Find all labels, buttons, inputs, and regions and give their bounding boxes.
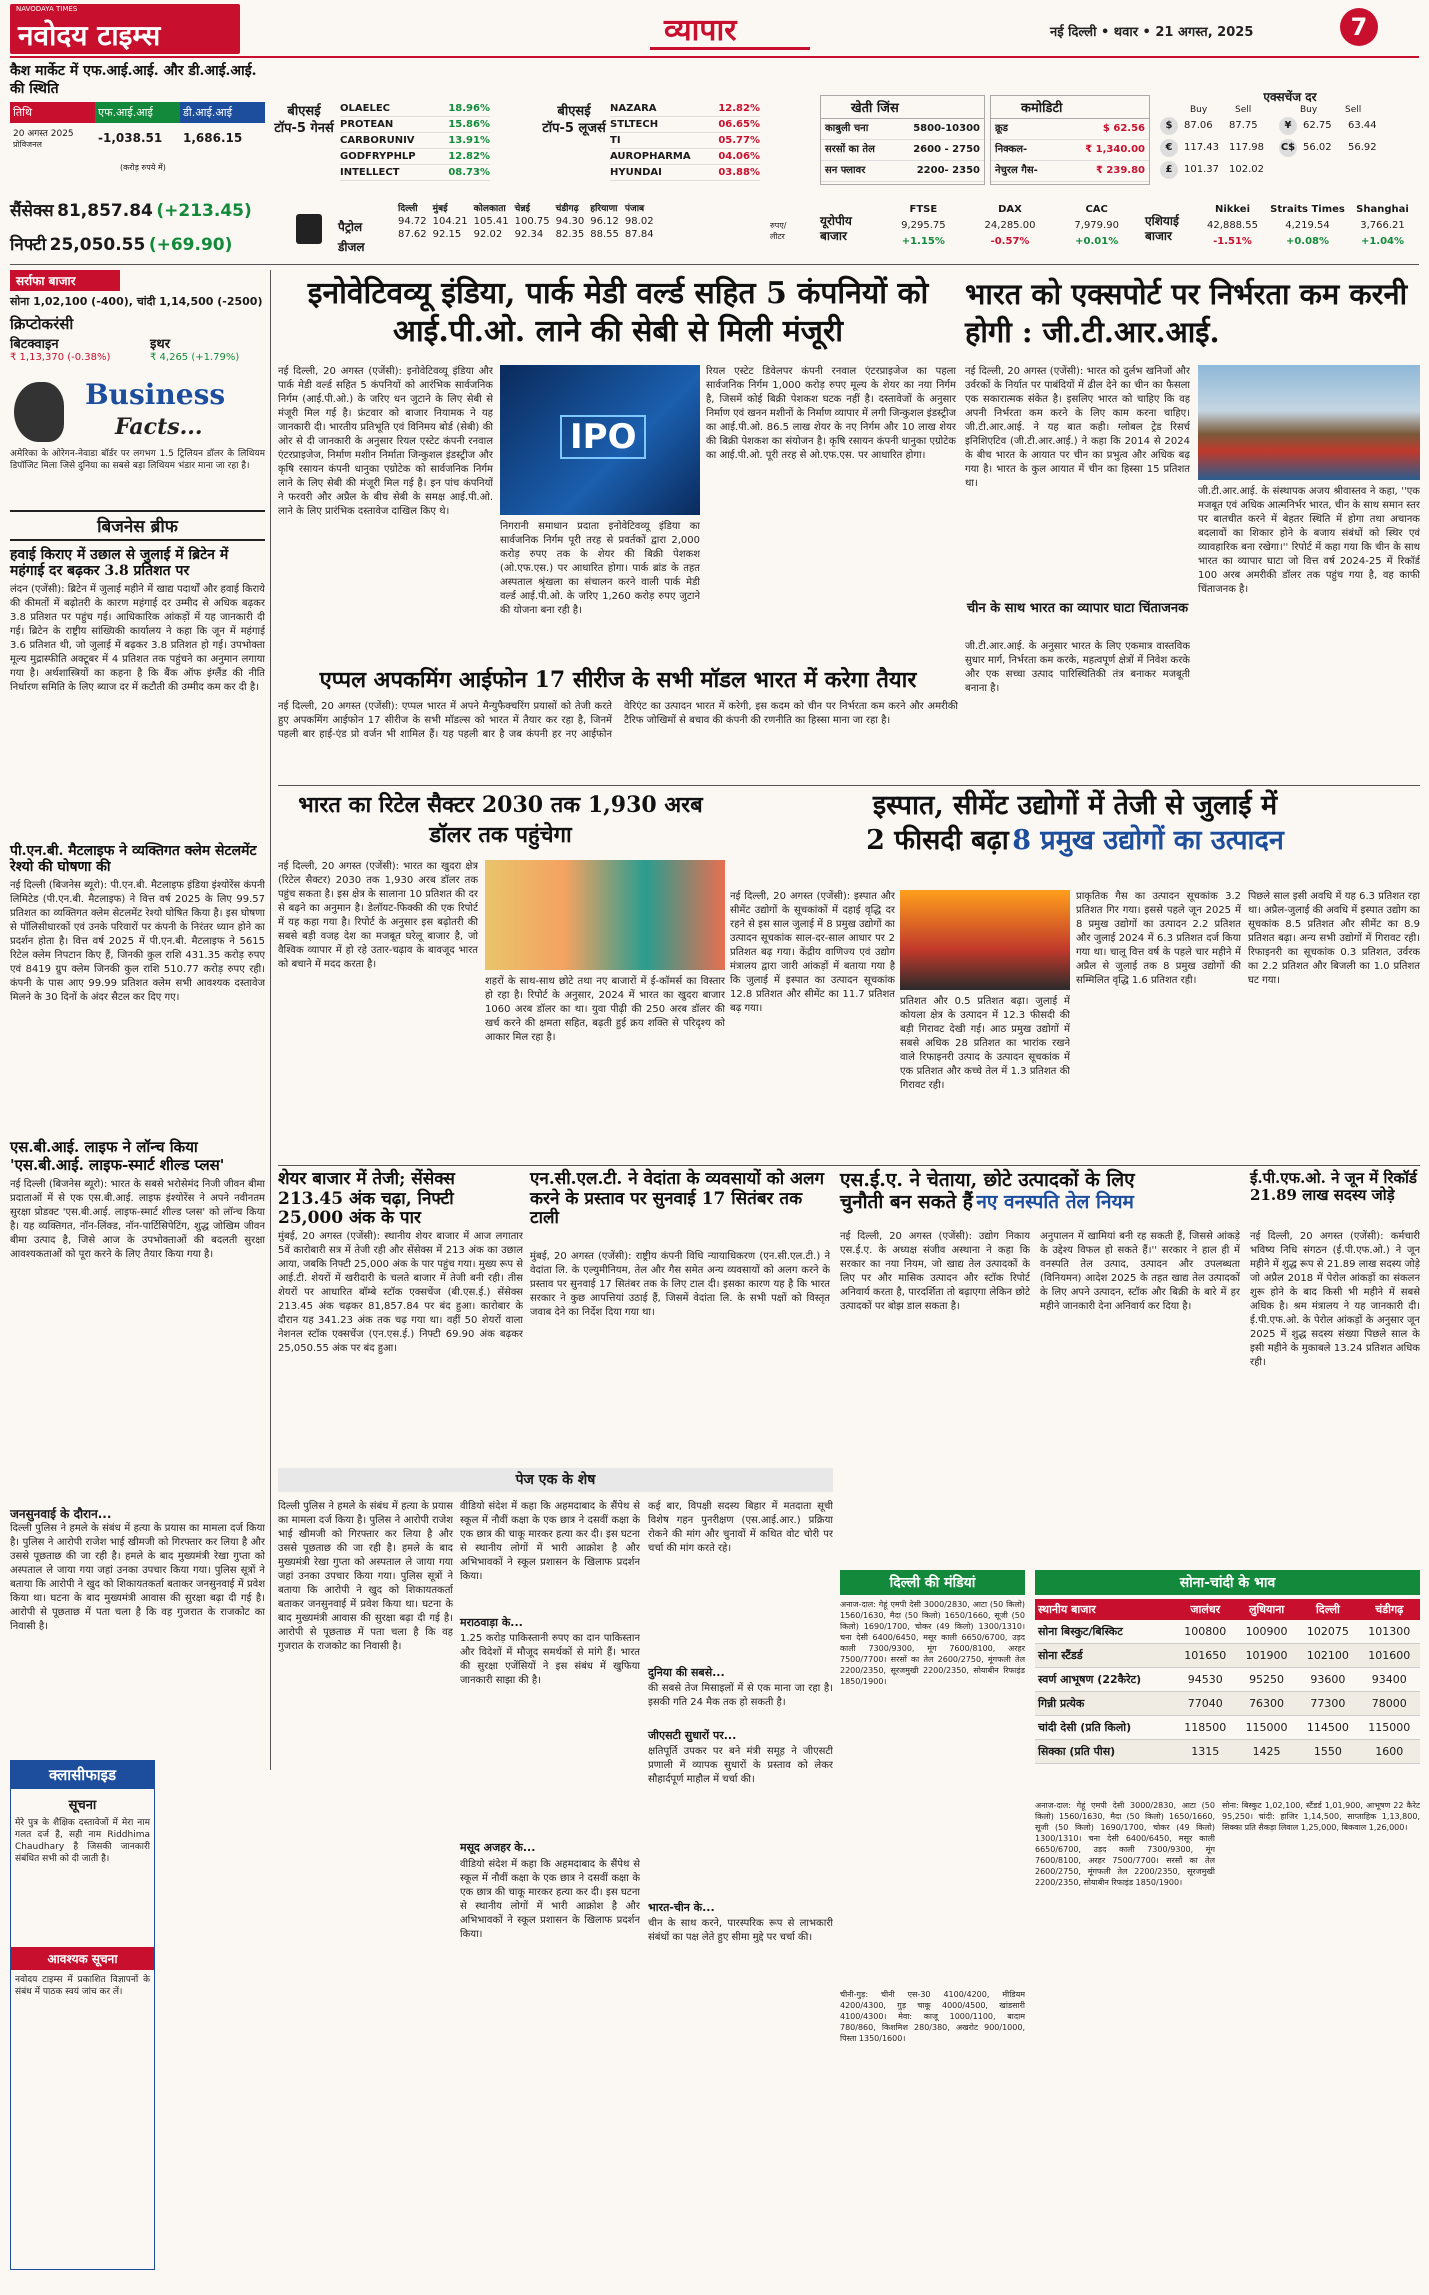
gainers-symbol: INTELLECT xyxy=(340,167,400,178)
sensex-value: 81,857.84 xyxy=(57,201,153,221)
gainers-list xyxy=(340,101,490,181)
facts-title: Business xyxy=(85,378,226,411)
gold-price: 102100 xyxy=(1297,1644,1358,1668)
asia-index-name: Straits Times xyxy=(1270,204,1345,215)
gold-item: सोना बिस्कुट/बिस्किट xyxy=(1035,1620,1175,1644)
commodity-value: $ 62.56 xyxy=(1102,123,1145,134)
apple-text: नई दिल्ली, 20 अगस्त (एजेंसी): एप्पल भारत में अपने मैन्युफैक्चरिंग प्रयासों को तेजी करते हुए अपकमिंग आईफोन 17 सीरीज के सभी मॉडल्स को भारत में तैयार कर रहा है, जिनमें पहली बार हाई-एंड प्रो वर्जन भी शामिल हैं। यह पहली बार है जब कंपनी हर नए आईफोन वेरिएंट का उत्पादन भारत में करेगी, इस कदम को चीन पर निर्भरता कम करने और अमरीकी टैरिफ जोखिमों से बचाव की कंपनी की रणनीति का हिस्सा माना जा रहा है। xyxy=(278,701,958,740)
nifty-value: 25,050.55 xyxy=(49,235,146,255)
gold-item: सोना स्टैंडर्ड xyxy=(1035,1644,1175,1668)
cont-h2: मराठवाड़ा के... xyxy=(460,1616,523,1629)
gold-price: 1425 xyxy=(1236,1740,1297,1764)
exchange-sell-value: 56.92 xyxy=(1348,142,1377,153)
losers-label: बीएसई टॉप-5 लूजर्स xyxy=(542,104,606,136)
cont-t4: कई बार, विपक्षी सदस्य बिहार में मतदाता सूची विशेष गहन पुनरीक्षण (एस.आई.आर.) प्रक्रिया रोकने की मांग और चुनावों में कथित वोट चोरी पर चर्चा की मांग करते रहे। xyxy=(648,1501,833,1554)
commodity-name: नेचुरल गैस- xyxy=(995,165,1038,176)
epfo-text: नई दिल्ली, 20 अगस्त (एजेंसी): कर्मचारी भविष्य निधि संगठन (ई.पी.एफ.ओ.) ने जून महीने में शुद्ध रूप से 21.89 लाख सदस्य जोड़े जो अप्रैल 2018 में पेरोल आंकड़ों का संकलन शुरू होने के बाद किसी भी महीने में सबसे अधिक है। श्रम मंत्रालय ने यह जानकारी दी। ई.पी.एफ.ओ. के पेरोल आंकड़ों के अनुसार जून 2025 में शुद्ध सदस्य संख्या पिछले साल के इसी महीने के मुकाबले 13.24 प्रतिशत अधिक रही। xyxy=(1250,1231,1420,1368)
gainers-row xyxy=(340,101,490,117)
brief-h2: पी.एन.बी. मैटलाइफ ने व्यक्तिगत क्लेम सेटलमेंट रेश्यो की घोषणा की xyxy=(10,843,257,876)
nclt-headline: एन.सी.एल.टी. ने वेदांता के व्यवसायों को अलग करने के प्रस्ताव पर सुनवाई 17 सितंबर तक टाली xyxy=(530,1169,825,1229)
sensex-change: (+213.45) xyxy=(156,201,252,221)
gainers-box xyxy=(270,95,495,185)
europe-index xyxy=(1053,202,1140,250)
bullion-line: सोना 1,02,100 (-400), चांदी 1,14,500 (-2500) xyxy=(10,295,263,308)
sea-headline2: चुनौती बन सकते हैं xyxy=(840,1190,973,1213)
currency-icon: £ xyxy=(1160,161,1178,179)
ipo-headline: इनोवेटिवव्यू इंडिया, पार्क मेडी वर्ल्ड सहित 5 कंपनियों को आई.पी.ओ. लाने की सेबी से मिली मंजूरी xyxy=(307,276,929,349)
eth-label: इथर xyxy=(150,337,171,352)
gold-header: जालंधर xyxy=(1175,1599,1236,1620)
europe-index-change: +0.01% xyxy=(1075,236,1119,247)
gainers-pct: 18.96% xyxy=(448,103,490,114)
gold-title: सोना-चांदी के भाव xyxy=(1035,1570,1420,1595)
ipo-text3: रियल एस्टेट डिवेलपर कंपनी रनवाल एंटरप्राइजेज का पहला सार्वजनिक निर्गम 1,000 करोड़ रुपए मूल्य के शेयर का नया निर्गम है, जिसमें कोई बिक्री पेशकश घटक नहीं है। दस्तावेजों के अनुसार निर्माण एवं खनन मशीनों के निर्माण व्यापार में लगी जिन्कुशल इंडस्ट्रीज का आई.पी.ओ. 86.5 लाख शेयर के नए निर्गम और 10 लाख शेयर की बिक्री पेशकश का संयोजन है। कृषि रसायन कंपनी धानुका एग्रोटेक का आई.पी.ओ. पूरी तरह से ओ.एफ.एस. पर आधारित होगा। xyxy=(706,366,956,461)
petrol-price: 96.12 xyxy=(590,216,619,227)
exchange-sell2: Sell xyxy=(1345,105,1362,115)
gainers-symbol: PROTEAN xyxy=(340,119,394,130)
losers-row xyxy=(610,149,760,165)
europe-index xyxy=(967,202,1054,250)
losers-pct: 06.65% xyxy=(718,119,760,130)
gold-price: 114500 xyxy=(1297,1716,1358,1740)
gainers-row xyxy=(340,117,490,133)
currency-icon: € xyxy=(1160,139,1178,157)
brief-h3: एस.बी.आई. लाइफ ने लॉन्च किया 'एस.बी.आई. लाइफ-स्मार्ट शील्ड प्लस' xyxy=(10,1138,225,1174)
gainers-pct: 12.82% xyxy=(448,151,490,162)
eth-value: ₹ 4,265 (+1.79%) xyxy=(150,352,240,363)
cont-t3b: वीडियो संदेश में कहा कि अहमदाबाद के सैंपेथ से स्कूल में नौवीं कक्षा के एक छात्र ने दसवीं कक्षा के एक छात्र की चाकू मारकर हत्या कर दी। इस घटना से स्थानीय लोगों में भारी आक्रोश है और अभिभावकों ने स्कूल प्रशासन के खिलाफ प्रदर्शन किया। xyxy=(460,1859,640,1940)
gold-item: सिक्का (प्रति पीस) xyxy=(1035,1740,1175,1764)
exchange-sell-value: 102.02 xyxy=(1229,164,1264,175)
diesel-price: 82.35 xyxy=(555,229,585,240)
classified-notice: सूचना xyxy=(68,1798,97,1813)
asia-index-name: Shanghai xyxy=(1356,204,1409,215)
retail-image xyxy=(485,860,725,970)
steel-text3: प्राकृतिक गैस का उत्पादन सूचकांक 3.2 प्रतिशत गिर गया। इससे पहले जून 2025 में 8 प्रमुख उद्योगों का उत्पादन 2.2 प्रतिशत और जुलाई 2024 में 6.3 प्रतिशत दर्ज किया गया था। चालू वित्त वर्ष के पहले चार महीने में अप्रैल से जुलाई तक 8 प्रमुख उद्योगों की सम्मिलित वृद्धि 1.6 प्रतिशत रही। xyxy=(1076,891,1241,986)
cont-h1: जनसुनवाई के दौरान... xyxy=(10,1507,112,1521)
nifty-change: (+69.90) xyxy=(148,235,233,255)
mandi-text: अनाज-दाल: गेहूं एमपी देसी 3000/2830, आटा (50 किलो) 1560/1630, मैदा (50 किलो) 1650/1660, सूजी (50 किलो) 1690/1700, चोकर (49 किलो) 1300/1310। चना देसी 6400/6450, मसूर काली 6650/6700, उड़द काली 7300/9300, मूंग 7600/8100, अरहर 7500/7700। सरसों का तेल 2600/2750, मूंगफली तेल 2200/2350, सूरजमुखी 2200/2350, सोयाबीन रिफाइंड 1850/1900। xyxy=(840,1600,1025,1686)
gold-item: चांदी देसी (प्रति किलो) xyxy=(1035,1716,1175,1740)
commodity-list xyxy=(991,119,1149,182)
gold-table xyxy=(1035,1599,1420,1764)
asia-index-change: +0.08% xyxy=(1285,236,1330,247)
losers-row xyxy=(610,101,760,117)
diesel-price: 88.55 xyxy=(590,229,619,240)
currency-icon: ¥ xyxy=(1279,117,1297,135)
ipo-image xyxy=(500,365,700,515)
fii-date-sub: प्रोविजनल xyxy=(13,140,42,149)
currency-icon: $ xyxy=(1160,117,1178,135)
fuel-city: चंडीगढ़ xyxy=(555,204,579,214)
asia-index-change: -1.51% xyxy=(1213,236,1252,247)
gold-price: 100800 xyxy=(1175,1620,1236,1644)
classified-notice2: आवश्यक सूचना xyxy=(11,1947,154,1970)
cont-t5: की सबसे तेज मिसाइलों में से एक माना जा रहा है। इसकी गति 24 मैक तक हो सकती है। xyxy=(648,1683,833,1708)
crypto-title: क्रिप्टोकरंसी xyxy=(10,315,74,333)
gold-price: 93600 xyxy=(1297,1668,1358,1692)
biz-brief xyxy=(10,510,265,1510)
exchange-box xyxy=(1160,88,1420,193)
gold-price: 115000 xyxy=(1359,1716,1420,1740)
btc-value: ₹ 1,13,370 (-0.38%) xyxy=(10,352,111,363)
gainers-row xyxy=(340,165,490,181)
petrol-price: 94.72 xyxy=(398,216,427,227)
fii-value: -1,038.51 xyxy=(98,131,163,145)
steel-headline1: इस्पात, सीमेंट उद्योगों में तेजी से जुलाई में xyxy=(872,790,1278,821)
gold-price: 101900 xyxy=(1236,1644,1297,1668)
gainers-row xyxy=(340,133,490,149)
asia-index-value: 3,766.21 xyxy=(1360,220,1405,231)
sea-headline1: एस.ई.ए. ने चेताया, छोटे उत्पादकों के लिए xyxy=(840,1169,1135,1191)
brief-t2: नई दिल्ली (बिजनेस ब्यूरो): पी.एन.बी. मैटलाइफ इंडिया इंश्योरेंस कंपनी लिमिटेड (पी.एन.बी. मैटलाइफ) ने वित्त वर्ष 2025 के लिए 99.57 प्रतिशत का व्यक्तिगत क्लेम सेटलमेंट रेश्यो घोषित किया है। इस घोषणा से पॉलिसीधारकों एवं उनके परिवारों पर कंपनी के निरंतर ध्यान होने का प्रदर्शन होता है। वित्त वर्ष 2025 में पी.एन.बी. मैटलाइफ ने 5615 रिटेल क्लेम निपटान किए हैं, जिनकी कुल राशि 431.35 करोड़ रुपए एवं 8419 ग्रुप क्लेम जिनकी कुल राशि 510.77 करोड़ रुपए रही। कंपनी के पास आए 99.99 प्रतिशत क्लेम सभी आवश्यक दस्तावेज मिलने के 30 दिनों के अंदर सैटल कर दिए गए। xyxy=(10,880,265,1004)
classified-box xyxy=(10,1760,155,2270)
cont-h3: मसूद अजहर के... xyxy=(460,1841,536,1854)
epfo-headline: ई.पी.एफ.ओ. ने जून में रिकॉर्ड 21.89 लाख सदस्य जोड़े xyxy=(1250,1169,1417,1205)
exchange-buy2: Buy xyxy=(1300,105,1318,115)
gold-item: स्वर्ण आभूषण (22कैरेट) xyxy=(1035,1668,1175,1692)
section-title-bg xyxy=(650,2,810,50)
europe-index-value: 9,295.75 xyxy=(901,220,946,231)
commodity-value: ₹ 239.80 xyxy=(1095,165,1145,176)
fuel-box xyxy=(290,200,790,260)
losers-symbol: STLTECH xyxy=(610,119,659,130)
losers-symbol: HYUNDAI xyxy=(610,167,662,178)
nifty-row xyxy=(10,232,265,260)
exchange-sell-value: 117.98 xyxy=(1229,142,1264,153)
exchange-buy-value: 117.43 xyxy=(1184,142,1219,153)
khetijins-value: 2600 - 2750 xyxy=(913,144,980,155)
steel-headline3: 8 प्रमुख उद्योगों का उत्पादन xyxy=(1012,825,1284,857)
steel-text4: पिछले साल इसी अवधि में यह 6.3 प्रतिशत रहा था। अप्रैल-जुलाई की अवधि में इस्पात उद्योग का सूचकांक 8.5 प्रतिशत और सीमेंट का 8.9 प्रतिशत बढ़ा। अन्य सभी उद्योगों में गिरावट रही। रिफाइनरी का सूचकांक 0.3 प्रतिशत, उर्वरक का 2.2 प्रतिशत और बिजली का 1.0 प्रतिशत घट गया। xyxy=(1248,891,1420,986)
gainers-pct: 08.73% xyxy=(448,167,490,178)
asia-label: एशियाई बाजार xyxy=(1145,214,1179,243)
steel-text1: नई दिल्ली, 20 अगस्त (एजेंसी): इस्पात और सीमेंट उद्योगों के सूचकांकों में दहाई वृद्धि दर रहने से इस साल जुलाई में 8 प्रमुख उद्योगों का उत्पादन सूचकांक साल-दर-साल आधार पर 2 प्रतिशत बढ़ गया। केंद्रीय वाणिज्य एवं उद्योग मंत्रालय द्वारा जारी आंकड़ों में बताया गया है कि जुलाई में इस्पात का उत्पादन सूचकांक 12.8 प्रतिशत और सीमेंट का 11.7 प्रतिशत बढ़ गया। xyxy=(730,891,895,1014)
currency-icon: C$ xyxy=(1279,139,1297,157)
commodity-name: क्रूड xyxy=(995,123,1009,134)
cont-t7: चीन के साथ करने, पारस्परिक रूप से लाभकारी संबंधों का पक्ष लेते हुए सीमा मुद्दे पर चर्चा की। xyxy=(648,1918,833,1943)
gold-item: गिन्नी प्रत्येक xyxy=(1035,1692,1175,1716)
gold-price: 102075 xyxy=(1297,1620,1358,1644)
page-number: 7 xyxy=(1340,8,1378,46)
khetijins-name: काबुली चना xyxy=(825,123,869,134)
gold-price: 76300 xyxy=(1236,1692,1297,1716)
fii-date: 20 अगस्त 2025 xyxy=(13,129,74,139)
retail-text2: शहरों के साथ-साथ छोटे तथा नए बाजारों में ई-कॉमर्स का विस्तार हो रहा है। रिपोर्ट के अनुसार, 2024 में भारत का खुदरा बाजार 1060 अरब डॉलर का था। युवा पीढ़ी की 250 अरब डॉलर की खर्च करने की क्षमता सहित, बढ़ती हुई क्रय शक्ति से परिदृश्य को आकार मिल रहा है। xyxy=(485,976,725,1043)
khetijins-value: 2200- 2350 xyxy=(916,165,980,176)
losers-box xyxy=(540,95,765,185)
fuel-city: मुंबई xyxy=(432,204,448,214)
gold-price: 101600 xyxy=(1359,1644,1420,1668)
asia-index-name: Nikkei xyxy=(1214,204,1251,215)
masthead-logo xyxy=(10,4,240,54)
fuel-city: कोलकाता xyxy=(473,204,506,214)
losers-symbol: AUROPHARMA xyxy=(610,151,691,162)
petrol-price: 98.02 xyxy=(624,216,654,227)
facts-text: अमेरिका के ओरेगन-नेवाडा बॉर्डर पर लगभग 1.5 ट्रिलियन डॉलर के लिथियम डिपॉजिट मिला जिसे दुनिया का सबसे बड़ा लिथियम भंडार माना जा रहा है। xyxy=(10,449,265,471)
kheti-list xyxy=(821,119,984,182)
fii-unit: (करोड़ रुपये में) xyxy=(120,163,166,172)
mandi-box xyxy=(840,1570,1025,2270)
khetijins-row xyxy=(821,119,984,140)
fii-header-date: तिथि xyxy=(10,102,95,123)
gold-price: 95250 xyxy=(1236,1668,1297,1692)
masthead-title: नवोदय टाइम्स xyxy=(18,19,161,52)
diesel-label: डीजल xyxy=(338,240,365,254)
diesel-price: 92.02 xyxy=(473,229,503,240)
cont-t3: 1.25 करोड़ पाकिस्तानी रुपए का दान पाकिस्तान और विदेशों में मौजूद समर्थकों से मांगे हैं। भारत की सुरक्षा एजेंसियों ने इस संबंध में खुफिया जानकारी साझा की है। xyxy=(460,1633,640,1686)
gainers-symbol: GODFRYPHLP xyxy=(340,151,416,162)
retail-text1: नई दिल्ली, 20 अगस्त (एजेंसी): भारत का खुदरा क्षेत्र (रिटेल सैक्टर) 2030 तक 1,930 अरब डॉलर तक पहुंच सकता है। इस क्षेत्र के सालाना 10 प्रतिशत की दर से बढ़ने का अनुमान है। डेलॉयट-फिक्की की एक रिपोर्ट में यह कहा गया है। रिपोर्ट के अनुसार इस बढ़ोतरी की सबसे बड़ी वजह देश का मजबूत घरेलू बाजार है, जो वैश्विक व्यापार में हो रहे उतार-चढ़ाव के बावजूद भारत को बचाने में मदद करता है। xyxy=(278,861,478,970)
losers-row xyxy=(610,165,760,181)
sensex-label: सैंसेक्स xyxy=(10,201,54,221)
exchange-row xyxy=(1160,115,1420,137)
btc-label: बिटक्वाइन xyxy=(10,337,59,352)
gainers-symbol: OLAELEC xyxy=(340,103,390,114)
steel-text2: प्रतिशत और 0.5 प्रतिशत बढ़ा। जुलाई में कोयला क्षेत्र के उत्पादन में 12.3 फीसदी की बड़ी गिरावट देखी गई। आठ प्रमुख उद्योगों में सबसे अधिक 28 प्रतिशत का भारांक रखने वाले रिफाइनरी उत्पाद के उत्पादन सूचकांक में एक प्रतिशत और कच्चे तेल में 1.3 प्रतिशत की गिरावट रही। xyxy=(900,996,1070,1091)
asia-index-value: 42,888.55 xyxy=(1207,220,1258,231)
gainers-row xyxy=(340,149,490,165)
nclt-text: मुंबई, 20 अगस्त (एजेंसी): राष्ट्रीय कंपनी विधि न्यायाधिकरण (एन.सी.एल.टी.) ने वेदांता लि. के एल्युमीनियम, तेल और गैस समेत अन्य व्यवसायों को अलग करने के प्रस्ताव पर सुनवाई 17 सितंबर तक के लिए टाल दी। इसका कारण यह है कि भारत सरकार ने कुछ आपत्तियां उठाई हैं, जिसमें वेदांता लि. के सभी पक्षों को विस्तृत जवाब देने का निर्देश दिया गया था। xyxy=(530,1251,830,1318)
exchange-sell: Sell xyxy=(1235,105,1252,115)
gold-header: लुधियाना xyxy=(1236,1599,1297,1620)
commodity-row xyxy=(991,140,1149,161)
gold-price: 101300 xyxy=(1359,1620,1420,1644)
gold-box xyxy=(1035,1570,1420,1795)
exchange-list xyxy=(1160,105,1420,181)
steel-headline xyxy=(730,790,1420,856)
exchange-title: एक्सचेंज दर xyxy=(1263,90,1317,104)
asia-index-change: +1.04% xyxy=(1360,236,1405,247)
exchange-buy: Buy xyxy=(1190,105,1208,115)
gold-price: 77040 xyxy=(1175,1692,1236,1716)
gold-header: चंडीगढ़ xyxy=(1359,1599,1420,1620)
petrol-price: 104.21 xyxy=(432,216,468,227)
exchange-row xyxy=(1160,159,1420,181)
bullion-title: सर्राफा बाजार xyxy=(10,270,120,291)
ipo-image-label: IPO xyxy=(560,415,646,459)
khetijins-name: सन फ्लावर xyxy=(825,165,866,176)
losers-pct: 12.82% xyxy=(718,103,760,114)
steel-image xyxy=(900,890,1070,990)
gainers-pct: 13.91% xyxy=(448,135,490,146)
gold-price: 118500 xyxy=(1175,1716,1236,1740)
fii-header-fii: एफ.आई.आई xyxy=(95,102,180,123)
brief-t1: लंदन (एजेंसी): ब्रिटेन में जुलाई महीने में खाद्य पदार्थों और हवाई किराये की कीमतों में बढ़ोतरी के कारण महंगाई दर उम्मीद से अधिक बढ़कर 3.8 प्रतिशत पर पहुंच गई। आधिकारिक आंकड़ों में यह जानकारी दी गई। ब्रिटेन के राष्ट्रीय सांख्यिकी कार्यालय ने कहा कि जून में महंगाई 3.6 प्रतिशत थी, जो जुलाई में बढ़कर 3.8 प्रतिशत हो गई। उपभोक्ता मूल्य मुद्रास्फीति अक्टूबर में 4 प्रतिशत तक पहुंचने का अनुमान लगाया गया है। अर्थशास्त्रियों का कहना है कि बैंक ऑफ इंग्लैंड की नीति निर्धारण समिति के लिए ब्याज दर में कटौती की उम्मीद कम कर दी है। xyxy=(10,584,265,694)
commodity-row xyxy=(991,119,1149,140)
europe-index-name: CAC xyxy=(1085,204,1108,215)
head-silhouette-icon xyxy=(14,382,64,442)
continued-title-wrap xyxy=(278,1468,833,1492)
city-date: नई दिल्ली • थवार • 21 अगस्त, 2025 xyxy=(1050,25,1254,40)
losers-row xyxy=(610,117,760,133)
exchange-header xyxy=(1160,105,1420,115)
sensex-story-headline: शेयर बाजार में तेजी; सेंसेक्स 213.45 अंक चढ़ा, निफ्टी 25,000 अंक के पार xyxy=(278,1169,455,1229)
diesel-price: 92.15 xyxy=(432,229,462,240)
petrol-price: 94.30 xyxy=(555,216,585,227)
exchange-buy-value: 87.06 xyxy=(1184,120,1213,131)
facts-title2: Facts... xyxy=(115,414,203,440)
fuel-city: हरियाणा xyxy=(590,204,618,214)
cont-h6: भारत-चीन के... xyxy=(648,1901,715,1914)
losers-pct: 05.77% xyxy=(718,135,760,146)
world-markets xyxy=(820,200,1420,260)
classified-text2: नवोदय टाइम्स में प्रकाशित विज्ञापनों के संबंध में पाठक स्वयं जांच कर लें। xyxy=(15,1975,150,1997)
business-facts xyxy=(10,378,265,506)
gainers-label: बीएसई टॉप-5 गेनर्स xyxy=(274,104,334,136)
kheti-box xyxy=(820,95,985,185)
dii-value: 1,686.15 xyxy=(183,131,243,145)
asia-index xyxy=(1345,202,1420,250)
gold-price: 94530 xyxy=(1175,1668,1236,1692)
fii-header-dii: डी.आई.आई xyxy=(180,102,265,123)
commodity-name: निक्कल- xyxy=(995,144,1028,155)
classified-text: मेरे पुत्र के शैक्षिक दस्तावेजों में मेरा नाम गलत दर्ज है, सही नाम Riddhima Chaudhary है जिसकी जानकारी संबंधित सभी को दी जाती है। xyxy=(15,1818,150,1864)
continued-title: पेज एक के शेष xyxy=(515,1472,596,1488)
losers-symbol: NAZARA xyxy=(610,103,657,114)
nifty-label: निफ्टी xyxy=(10,235,47,255)
sensex-story-text: मुंबई, 20 अगस्त (एजेंसी): स्थानीय शेयर बाजार में आज लगातार 5वें कारोबारी सत्र में तेजी रही और सेंसेक्स में 213 अंक का उछाल आया, जबकि निफ्टी 25,000 अंक के पार पहुंच गया। मुख्य रूप से आई.टी. शेयरों में खरीदारी के चलते बाजार में तेजी बनी रही। तीस शेयरों पर आधारित बॉम्बे स्टॉक एक्सचेंज (बी.एस.ई.) सेंसेक्स 213.45 अंक चढ़कर 81,857.84 पर बंद हुआ। कारोबार के दौरान यह 341.23 अंक तक चढ़ गया था। वहीं 50 शेयरों वाला नेशनल स्टॉक एक्सचेंज (एन.एस.ई.) निफ्टी 69.90 अंक बढ़कर 25,050.55 अंक पर बंद हुआ। xyxy=(278,1231,523,1354)
classified-title: क्लासीफाइड xyxy=(11,1761,154,1789)
gold-price: 1600 xyxy=(1359,1740,1420,1764)
gtri-text3: जी.टी.आर.आई. के संस्थापक अजय श्रीवास्तव ने कहा, ''एक मजबूत एवं अधिक आत्मनिर्भर भारत, चीन के साथ समान स्तर पर बातचीत करने में बेहतर स्थिति में होगा तथा अचानक बदलावों का शिकार होने के बजाय संबंधों को स्थिर एवं व्यावहारिक बना रखेगा।'' रिपोर्ट में कहा गया कि चीन के साथ भारत का व्यापार घाटा जो वित्त वर्ष 2024-25 में रिकॉर्ड 100 अरब अमरीकी डॉलर तक पहुंच गया है, वह काफी चिंताजनक है। xyxy=(1198,486,1420,595)
sea-text2: अनुपालन में खामियां बनी रह सकती हैं, जिससे आंकड़े के उद्देश्य विफल हो सकते हैं।'' सरकार ने हाल ही में वनस्पति तेल उत्पाद, उत्पादन और उपलब्धता (विनियमन) आदेश 2025 के तहत खाद्य तेल उत्पादकों के लिए अपने उत्पादन, स्टॉक और बिक्री के बारे में हर महीने जानकारी देना अनिवार्य कर दिया है। xyxy=(1040,1231,1240,1312)
cont-h4: दुनिया की सबसे... xyxy=(648,1666,725,1679)
mandi-title: दिल्ली की मंडियां xyxy=(840,1570,1025,1595)
gainers-symbol: CARBORUNIV xyxy=(340,135,415,146)
commodity-value: ₹ 1,340.00 xyxy=(1085,144,1145,155)
ipo-text1: नई दिल्ली, 20 अगस्त (एजेंसी): इनोवेटिवव्यू इंडिया और पार्क मेडी वर्ल्ड सहित 5 कंपनियों को आरंभिक सार्वजनिक निर्गम (आई.पी.ओ.) के जरिए धन जुटाने के लिए सेबी से मंजूरी मिल गई है। फ्रंटवार को बाजार नियामक ने यह जानकारी दी। भारतीय प्रतिभूति एवं विनिमय बोर्ड (सेबी) की ओर से दी जानकारी के अनुसार रियल एस्टेट कंपनी रनवाल एंटरप्राइजेज, निर्माण मशीन निर्माता जिन्कुशल इंडस्ट्रीज और कृषि रसायन कंपनी धानुका एग्रोटेक को सार्वजनिक निर्गम लाने के लिए सेबी की मंजूरी मिल गई है। इन पांच कंपनियों ने फरवरी और अप्रैल के बीच सेबी के समक्ष आई.पी.ओ. लाने के लिए प्रारंभिक दस्तावेज दाखिल किए थे। xyxy=(278,366,493,517)
gold-price: 77300 xyxy=(1297,1692,1358,1716)
mandi-text-col2: अनाज-दाल: गेहूं एमपी देसी 3000/2830, आटा (50 किलो) 1560/1630, मैदा (50 किलो) 1650/1660, सूजी (50 किलो) 1690/1700, चोकर (49 किलो) 1300/1310। चना देसी 6400/6450, मसूर काली 6650/6700, उड़द काली 7300/9300, मूंग 7600/8100, अरहर 7500/7700। सरसों का तेल 2600/2750, मूंगफली तेल 2200/2350, सूरजमुखी 2200/2350, सोयाबीन रिफाइंड 1850/1900। xyxy=(1035,1801,1215,1887)
asia-index xyxy=(1195,202,1270,250)
petrol-label: पैट्रोल xyxy=(338,220,363,234)
retail-headline: भारत का रिटेल सैक्टर 2030 तक 1,930 अरब डॉलर तक पहुंचेगा xyxy=(298,792,703,848)
europe-index-change: -0.57% xyxy=(990,236,1030,247)
exchange-buy-value: 62.75 xyxy=(1303,120,1332,131)
mandi-text2: चीनी-गुड़: चीनी एस-30 4100/4200, मीडियम 4200/4300, गुड़ चाकू 4000/4500, खांडसारी 4100/4300। मेवा: काजू 1000/1100, बादाम 780/860, किशमिश 280/380, अखरोट 900/1000, पिस्ता 1350/1600। xyxy=(840,1990,1025,2043)
section-title: व्यापार xyxy=(664,13,737,48)
cont-t1: दिल्ली पुलिस ने हमले के संबंध में हत्या के प्रयास का मामला दर्ज किया है। पुलिस ने आरोपी राजेश भाई खीमजी को गिरफ्तार कर लिया है और उससे पूछताछ की जा रही है। हमले के बाद मुख्यमंत्री रेखा गुप्ता को अस्पताल ले जाया गया जहां उनका उपचार किया गया। पुलिस सूत्रों ने बताया कि आरोपी ने खुद को शिकायतकर्ता बताकर जनसुनवाई में प्रवेश किया था। घटना के बाद मुख्यमंत्री आवास की सुरक्षा बढ़ा दी गई है। आरोपी से पूछताछ में पता चला है कि वह गुजरात के राजकोट का निवासी है। xyxy=(10,1523,265,1632)
fuel-city: दिल्ली xyxy=(398,204,418,214)
diesel-price: 87.84 xyxy=(624,229,654,240)
gold-price: 1550 xyxy=(1297,1740,1358,1764)
gold-price: 1315 xyxy=(1175,1740,1236,1764)
gtri-headline: भारत को एक्सपोर्ट पर निर्भरता कम करनी होगी : जी.टी.आर.आई. xyxy=(965,277,1408,349)
khetijins-row xyxy=(821,161,984,182)
europe-index-value: 7,979.90 xyxy=(1074,220,1119,231)
gold-price: 93400 xyxy=(1359,1668,1420,1692)
petrol-price: 105.41 xyxy=(473,216,509,227)
exchange-buy-value: 101.37 xyxy=(1184,164,1219,175)
gold-price: 101650 xyxy=(1175,1644,1236,1668)
khetijins-row xyxy=(821,140,984,161)
fii-dii-box xyxy=(10,62,265,190)
masthead xyxy=(0,0,1429,58)
diesel-price: 92.34 xyxy=(514,229,544,240)
khetijins-name: सरसों का तेल xyxy=(825,144,875,155)
commodity-box xyxy=(990,95,1150,185)
diesel-price: 87.62 xyxy=(398,229,427,240)
exchange-sell-value: 87.75 xyxy=(1229,120,1258,131)
apple-headline: एप्पल अपकमिंग आईफोन 17 सीरीज के सभी मॉडल भारत में करेगा तैयार xyxy=(319,667,917,693)
crypto-box xyxy=(10,314,265,374)
gold-header: स्थानीय बाजार xyxy=(1035,1599,1175,1620)
losers-symbol: TI xyxy=(610,135,621,146)
cont-t2: वीडियो संदेश में कहा कि अहमदाबाद के सैंपेथ से स्कूल में नौवीं कक्षा के एक छात्र ने दसवीं कक्षा के एक छात्र की चाकू मारकर हत्या कर दी। इस घटना से स्थानीय लोगों में भारी आक्रोश है और अभिभावकों ने स्कूल प्रशासन के खिलाफ प्रदर्शन किया। xyxy=(460,1501,640,1582)
steel-headline2: 2 फीसदी बढ़ा xyxy=(866,825,1009,857)
gold-price: 100900 xyxy=(1236,1620,1297,1644)
commodity-row xyxy=(991,161,1149,182)
cont-h5: जीएसटी सुधारों पर... xyxy=(648,1729,737,1742)
brief-h1: हवाई किराए में उछाल से जुलाई में ब्रिटेन में महंगाई दर बढ़कर 3.8 प्रतिशत पर xyxy=(10,547,229,580)
exchange-sell-value: 63.44 xyxy=(1348,120,1377,131)
gold-text: सोना: बिस्कुट 1,02,100, स्टैंडर्ड 1,01,900, आभूषण 22 कैरेट 95,250। चांदी: हाजिर 1,14,500, साप्ताहिक 1,13,800, सिक्का प्रति सैकड़ा लिवाल 1,25,000, बिकवाल 1,26,000। xyxy=(1222,1801,1420,1832)
bullion-box xyxy=(10,270,265,310)
sea-text1: नई दिल्ली, 20 अगस्त (एजेंसी): उद्योग निकाय एस.ई.ए. के अध्यक्ष संजीव अस्थाना ने कहा कि सरकार का नया नियम, जो खाद्य तेल उत्पादकों के लिए पर और मासिक उत्पादन और स्टॉक रिपोर्ट अनिवार्य करता है, पारदर्शिता तो बढ़ाएगा लेकिन छोटे उत्पादकों पर बोझ डाल सकता है। xyxy=(840,1231,1030,1312)
gtri-subhead: चीन के साथ भारत का व्यापार घाटा चिंताजनक xyxy=(966,601,1189,616)
brief-t3: नई दिल्ली (बिजनेस ब्यूरो): भारत के सबसे भरोसेमंद निजी जीवन बीमा प्रदाताओं में से एक एस.बी.आई. लाइफ इंश्योरेंस ने अपने नवीनतम सुरक्षा प्रोडक्ट 'एस.बी.आई. लाइफ-स्मार्ट शील्ड प्लस' को लॉन्च किया है। यह व्यक्तिगत, नॉन-लिंक्ड, नॉन-पार्टिसिपेटिंग, शुद्ध जोखिम जीवन बीमा उत्पाद है, जिसे आज के उपभोक्ताओं की बदलती सुरक्षा आवश्यकताओं को पूरा करने के लिए तैयार किया गया है। xyxy=(10,1178,265,1260)
exchange-buy-value: 56.02 xyxy=(1303,142,1332,153)
losers-list xyxy=(610,101,760,181)
asia-index xyxy=(1270,202,1345,250)
europe-list xyxy=(880,202,1140,250)
sea-headline xyxy=(840,1170,1240,1214)
sensex-row xyxy=(10,198,265,226)
europe-index-change: +1.15% xyxy=(901,236,945,247)
asia-list xyxy=(1195,202,1420,250)
europe-index-value: 24,285.00 xyxy=(984,220,1036,231)
losers-pct: 03.88% xyxy=(718,167,760,178)
fuel-city: पंजाब xyxy=(624,204,645,214)
fii-table xyxy=(10,102,265,153)
port-image xyxy=(1198,365,1420,480)
fuel-city: चेन्नई xyxy=(514,204,530,214)
europe-index xyxy=(880,202,967,250)
losers-pct: 04.06% xyxy=(718,151,760,162)
fuel-table xyxy=(395,200,657,241)
europe-index-name: DAX xyxy=(998,204,1022,215)
exchange-row xyxy=(1160,137,1420,159)
kheti-title: खेती जिंस xyxy=(821,96,984,119)
sea-headline3: नए वनस्पति तेल नियम xyxy=(976,1190,1134,1213)
ipo-text2: निगरानी समाधान प्रदाता इनोवेटिवव्यू इंडिया का सार्वजनिक निर्गम पूरी तरह से प्रवर्तकों द्वारा 2,000 करोड़ रुपए तक के शेयर की बिक्री पेशकश (ओ.एफ.एस.) पर आधारित होगा। पार्क ब्रांड के तहत अस्पताल श्रृंखला का संचालन करने वाली पार्क मेडी वर्ल्ड आई.पी.ओ. के जरिए 1,260 करोड़ रुपए जुटाने की योजना बना रही है। xyxy=(500,521,700,616)
gainers-pct: 15.86% xyxy=(448,119,490,130)
gold-price: 78000 xyxy=(1359,1692,1420,1716)
europe-index-name: FTSE xyxy=(909,204,938,215)
biz-brief-title: बिजनेस ब्रीफ xyxy=(10,510,265,541)
fuel-note: रुपए/लीटर xyxy=(770,221,787,241)
fuel-pump-icon xyxy=(296,214,322,244)
commodity-title: कमोडिटी xyxy=(991,96,1149,119)
gold-price: 115000 xyxy=(1236,1716,1297,1740)
losers-row xyxy=(610,133,760,149)
khetijins-value: 5800-10300 xyxy=(913,123,980,134)
fii-title: कैश मार्केट में एफ.आई.आई. और डी.आई.आई. की स्थिति xyxy=(10,63,257,97)
gold-header: दिल्ली xyxy=(1297,1599,1358,1620)
asia-index-value: 4,219.54 xyxy=(1285,220,1330,231)
gtri-text1: नई दिल्ली, 20 अगस्त (एजेंसी): भारत को दुर्लभ खनिजों और उर्वरकों के निर्यात पर पाबंदियों में ढील देने का चीन का फैसला एक सकारात्मक संकेत है। इसलिए भारत को चाहिए कि वह अपनी निर्भरता कम करने के लिए काम करना चाहिए। जी.टी.आर.आई. ने यह बात कही। ग्लोबल ट्रेड रिसर्च इनिशिएटिव (जी.टी.आर.आई.) ने कहा कि 2014 से 2024 के बीच भारत के आयात पर चीन का प्रभुत्व और अधिक बढ़ गया है। भारत के कुल आयात में चीन का हिस्सा 15 प्रतिशत था। xyxy=(965,366,1190,489)
cont-t6: क्षतिपूर्ति उपकर पर बने मंत्री समूह ने जीएसटी प्रणाली में व्यापक सुधारों के प्रस्ताव को लेकर सौहार्दपूर्ण माहौल में चर्चा की। xyxy=(648,1746,833,1785)
gtri-text2: जी.टी.आर.आई. के अनुसार भारत के लिए एकमात्र वास्तविक सुधार मार्ग, निर्भरता कम करके, महत्वपूर्ण क्षेत्रों में निवेश करके और एक सच्चा उत्पाद पारिस्थितिकी तंत्र बनाकर मजबूती बनाना है। xyxy=(965,641,1190,694)
cont-t1b: दिल्ली पुलिस ने हमले के संबंध में हत्या के प्रयास का मामला दर्ज किया है। पुलिस ने आरोपी राजेश भाई खीमजी को गिरफ्तार कर लिया है और उससे पूछताछ की जा रही है। हमले के बाद मुख्यमंत्री रेखा गुप्ता को अस्पताल ले जाया गया जहां उनका उपचार किया गया। पुलिस सूत्रों ने बताया कि आरोपी ने खुद को शिकायतकर्ता बताकर जनसुनवाई में प्रवेश किया था। घटना के बाद मुख्यमंत्री आवास की सुरक्षा बढ़ा दी गई है। आरोपी से पूछताछ में पता चला है कि वह गुजरात के राजकोट का निवासी है। xyxy=(278,1501,453,1652)
europe-label: यूरोपीय बाजार xyxy=(820,214,852,243)
masthead-small: NAVODAYA TIMES xyxy=(16,5,78,13)
petrol-price: 100.75 xyxy=(514,216,550,227)
